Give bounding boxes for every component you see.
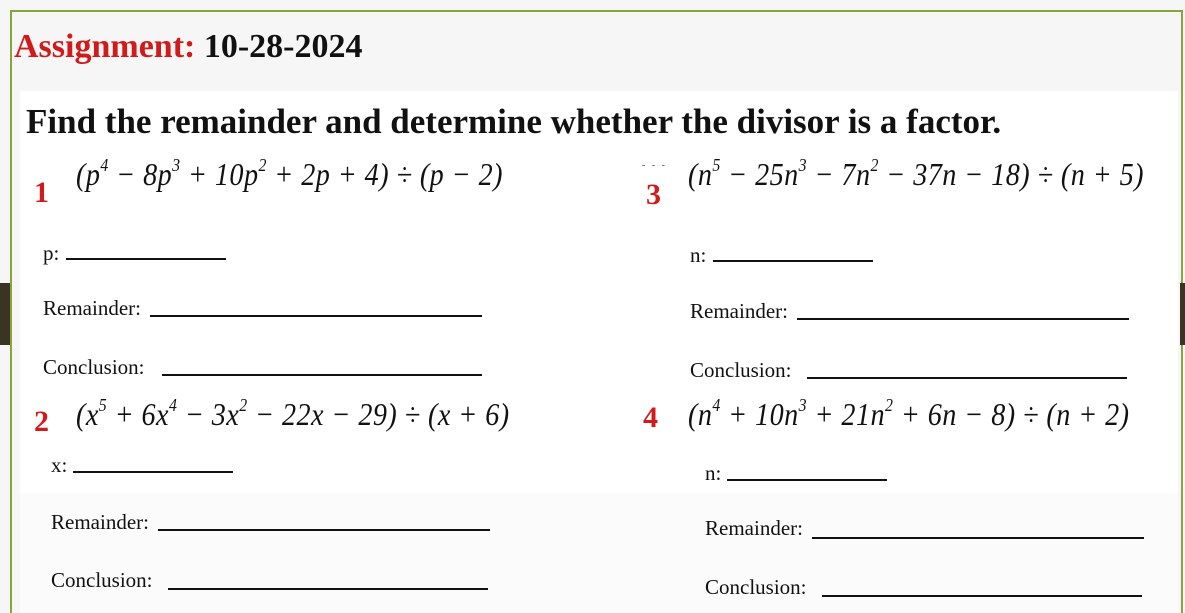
assignment-title (14, 28, 363, 66)
side-tab-right (1180, 283, 1185, 345)
problem-1-number: 1 (34, 176, 49, 209)
problem-2-conclusion-label: Conclusion: (51, 568, 153, 592)
problem-1-var-label: p: (43, 241, 60, 265)
side-tab-left (0, 283, 10, 345)
problem-1-remainder-blank[interactable] (150, 315, 482, 317)
problem-3-conclusion-blank[interactable] (807, 377, 1127, 379)
problem-2-var-blank[interactable] (73, 471, 233, 473)
problem-4-var-blank[interactable] (727, 479, 887, 481)
problem-2-remainder-label: Remainder: (51, 510, 149, 534)
problem-4-var-label: n: (705, 461, 722, 485)
problem-2-var-label: x: (51, 453, 68, 477)
problem-4-conclusion-label: Conclusion: (705, 575, 807, 599)
instruction-text: Find the remainder and determine whether the divisor is a factor. (26, 102, 1002, 141)
problem-3-var-blank[interactable] (713, 260, 873, 262)
problem-2-remainder-blank[interactable] (158, 529, 490, 531)
problem-1-remainder-label: Remainder: (43, 296, 141, 320)
problem-4-remainder-label: Remainder: (705, 516, 803, 540)
problem-1-conclusion-label: Conclusion: (43, 355, 145, 379)
problem-2-expression: $(x^5 + 6x^4 - 3x^2 - 22x - 29) \div (x + 6)$ (76, 395, 510, 432)
problem-2-conclusion-blank[interactable] (168, 588, 488, 590)
problem-3-conclusion-label: Conclusion: (690, 358, 792, 382)
problem-4-expression: $(n^4 + 10n^3 + 21n^2 + 6n - 8) \div (n + 2)$ (688, 395, 1130, 432)
crop-marks: - - - (642, 160, 667, 171)
problem-4-conclusion-blank[interactable] (822, 595, 1142, 597)
problem-3-expression: $(n^5 - 25n^3 - 7n^2 - 37n - 18) \div (n + 5)$ (688, 155, 1144, 192)
problem-2-number: 2 (34, 405, 49, 438)
problem-3-remainder-label: Remainder: (690, 299, 788, 323)
problem-4-number: 4 (643, 401, 658, 434)
problem-1-expression: $(p^4 - 8p^3 + 10p^2 + 2p + 4) \div (p - 2)$ (76, 155, 503, 192)
problem-1-conclusion-blank[interactable] (162, 374, 482, 376)
problem-4-remainder-blank[interactable] (812, 537, 1144, 539)
assignment-label: Assignment: (14, 28, 196, 65)
problem-1-var-blank[interactable] (66, 258, 226, 260)
problem-3-var-label: n: (690, 243, 707, 267)
problem-3-number: 3 (646, 178, 661, 211)
assignment-date: 10-28-2024 (203, 28, 363, 65)
problem-3-remainder-blank[interactable] (797, 318, 1129, 320)
